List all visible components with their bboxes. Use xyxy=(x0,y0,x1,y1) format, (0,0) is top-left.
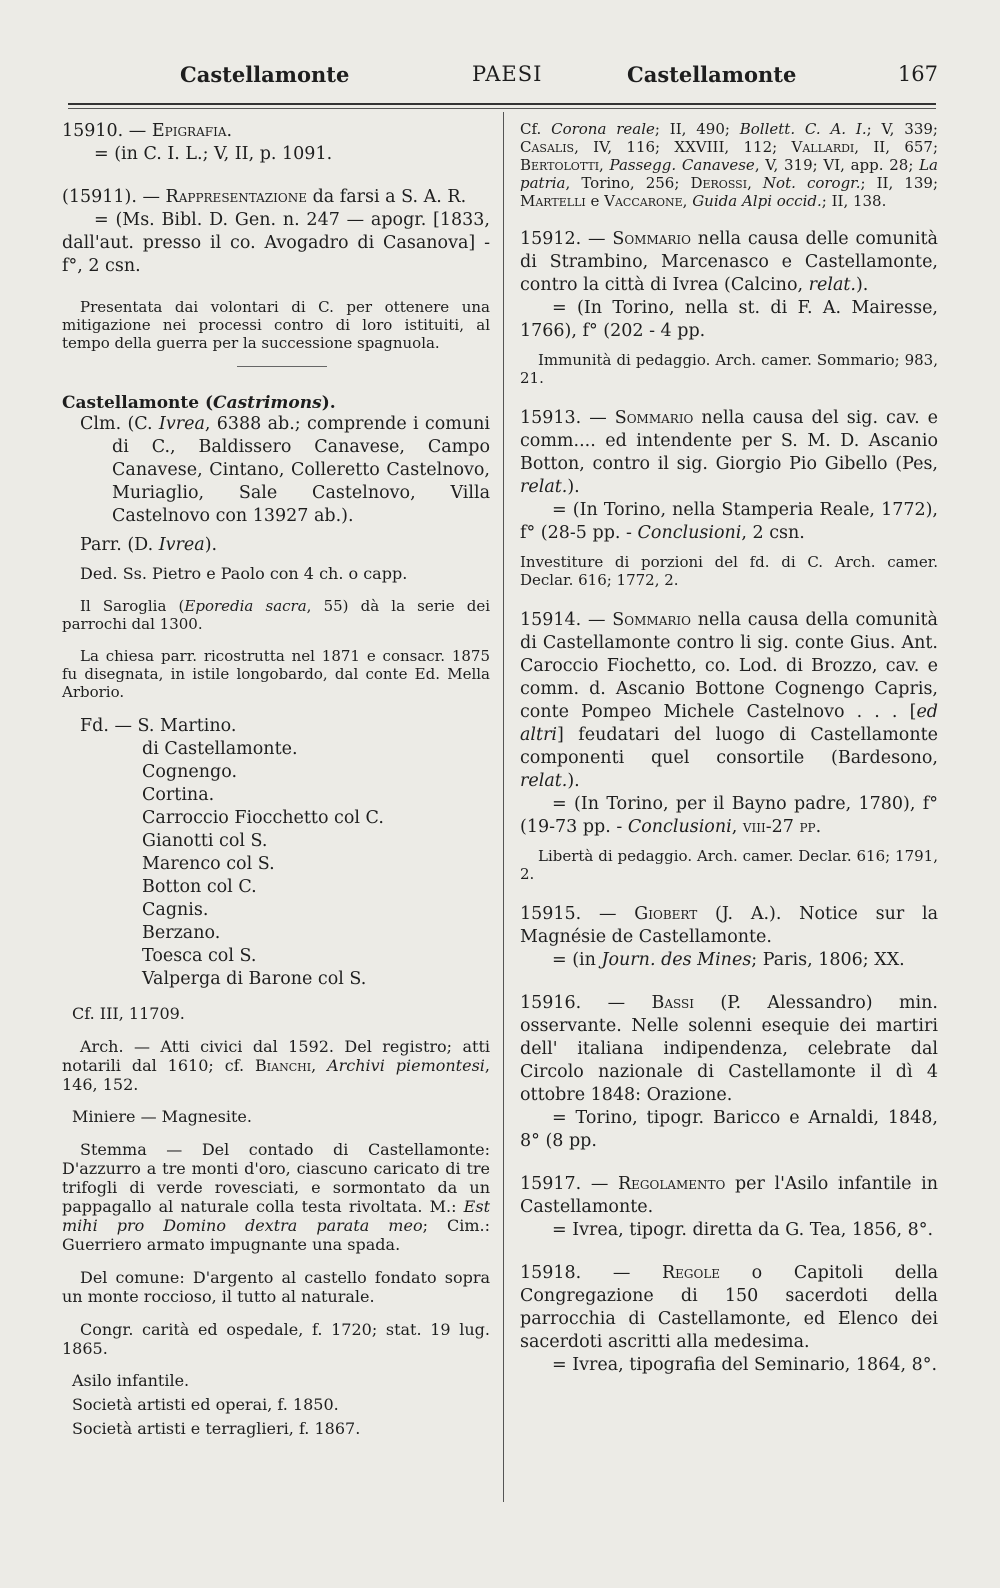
source-italic: Conclusioni xyxy=(627,817,732,837)
arch-a: Arch. — Atti civici dal 1592. Del registro; atti notarili dal 1610; cf. xyxy=(62,1037,490,1075)
cf-sc6: Vaccarone xyxy=(604,192,683,210)
entry-15913 xyxy=(520,407,938,545)
societa-2: Società artisti e terraglieri, f. 1867. xyxy=(72,1419,361,1438)
ded-line: Ded. Ss. Pietro e Paolo con 4 ch. o capp. xyxy=(80,564,408,583)
entry-title: Giobert xyxy=(634,904,698,924)
cf-g: , V, 319; VI, app. 28; xyxy=(754,156,920,174)
fd-item: Cagnis. xyxy=(142,900,209,920)
fd-first: Fd. — S. Martino. xyxy=(80,716,237,736)
cf-i6: Guida Alpi occid. xyxy=(692,192,822,210)
entry-dash: — xyxy=(581,1174,618,1194)
entry-number: 15912. xyxy=(520,229,582,249)
entry-text: nella causa della comunità di Castellamonte contro li sig. conte Gius. Ant. Caroccio Fiochetto, co. Lod. di Brozzo, cav. e comm. d. Ascanio Bottone Cognengo Capris, conte Pompeo Michele Castelnovo . . . [ xyxy=(520,610,938,722)
cf-j: , xyxy=(747,174,763,192)
entry-15914 xyxy=(520,609,938,839)
entry-dash: — xyxy=(136,187,166,207)
header-rule-thin xyxy=(68,108,936,109)
clm-rest: , 6388 ab.; comprende i comuni di C., Baldissero Canavese, Campo Canavese, Cintano, Colleretto Castelnovo, Muriaglio, Sale Castelnovo, Villa Castelnovo con 13927 ab.). xyxy=(112,414,490,526)
saroglia-note xyxy=(62,597,490,633)
entry-title: Sommario xyxy=(614,408,694,428)
town-latin-name: Castrimons xyxy=(213,393,322,413)
cf-line: Cf. III, 11709. xyxy=(72,1004,185,1023)
fd-item: di Castellamonte. xyxy=(142,739,298,759)
entry-text-end: ). xyxy=(567,771,580,791)
source-italic: Journ. des Mines xyxy=(601,950,752,970)
entry-number: (15911). xyxy=(62,187,137,207)
running-head-right: Castellamonte xyxy=(627,62,797,87)
entry-text-end: ). xyxy=(567,477,580,497)
fd-item: Berzano. xyxy=(142,923,221,943)
cf-sc3: Bertolotti xyxy=(520,156,600,174)
congr-note: Congr. carità ed ospedale, f. 1720; stat. 19 lug. 1865. xyxy=(62,1320,490,1358)
entry-15916 xyxy=(520,992,938,1153)
entry-15914-note: Libertà di pedaggio. Arch. camer. Declar. 616; 1791, 2. xyxy=(520,847,938,883)
entry-source: = Ivrea, tipografia del Seminario, 1864, 8°. xyxy=(552,1355,938,1375)
cf-i3: Passegg. Canavese xyxy=(609,156,755,174)
source-italic: Conclusioni xyxy=(637,523,742,543)
cf-b: ; II, 490; xyxy=(654,120,740,138)
cf-c: ; V, 339; xyxy=(866,120,938,138)
stemma-b: ; Cim.: Guerriero armato impugnante una spada. xyxy=(62,1216,490,1254)
parr-suffix: ). xyxy=(204,535,218,555)
entry-title: Regole xyxy=(661,1263,721,1283)
fd-item: Toesca col S. xyxy=(142,946,257,966)
entry-text-italic: relat. xyxy=(808,275,856,295)
entry-dash: — xyxy=(581,610,613,630)
source-a: = (In Torino, per il Bayno padre, 1780), f° (19-73 pp. - xyxy=(520,794,938,837)
entry-dash: — xyxy=(581,1263,662,1283)
miniere-line: Miniere — Magnesite. xyxy=(72,1107,252,1126)
running-head xyxy=(62,62,938,102)
entry-number: 15918. xyxy=(520,1263,582,1283)
entry-text: nella causa delle comunità di Strambino, Marcenasco e Castellamonte, contro la città di Ivrea (Calcino, xyxy=(520,229,938,295)
cf-sc4: Derossi xyxy=(690,174,748,192)
entry-text: nella causa del sig. cav. e comm.... ed intendente per S. M. D. Ascanio Botton, contro il sig. Giorgio Pio Gibello (Pes, xyxy=(520,408,938,474)
cf-d: , IV, 116; XXVIII, 112; xyxy=(574,138,792,156)
fd-item: Valperga di Barone col S. xyxy=(142,969,367,989)
cf-i2: Bollett. C. A. I. xyxy=(739,120,867,138)
entry-text-end: ). xyxy=(855,275,869,295)
entry-15910 xyxy=(62,120,490,166)
town-latin-open: ( xyxy=(199,393,214,413)
arch-note xyxy=(62,1037,490,1094)
saroglia-a: Il Saroglia ( xyxy=(80,597,185,615)
source-a: = (in xyxy=(552,950,602,970)
arch-b: , 146, 152. xyxy=(62,1056,491,1094)
clm-line xyxy=(80,413,490,528)
entry-text: (P. Alessandro) min. osservante. Nelle solenni esequie dei martiri dell' italiana indipendenza, celebrate dal Circolo nazionale di Castellamonte il dì 4 ottobre 1848: Orazione. xyxy=(520,993,938,1105)
clm-prefix: Clm. (C. xyxy=(80,414,159,434)
source-a: = (In Torino, nella Stamperia Reale, 1772), f° (28-5 pp. - xyxy=(520,500,938,543)
entry-number: 15914. xyxy=(520,610,582,630)
entry-title: Sommario xyxy=(612,229,692,249)
town-latin-close: ). xyxy=(321,393,336,413)
entry-source: = (in C. I. L.; V, II, p. 1091. xyxy=(94,144,333,164)
entry-source xyxy=(520,499,938,545)
cf-references xyxy=(520,120,938,210)
entry-15911 xyxy=(62,186,490,278)
entry-15911-note: Presentata dai volontari di C. per ottenere una mitigazione nei processi contro di loro istituiti, al tempo della guerra per la successione spagnuola. xyxy=(62,298,490,352)
left-column xyxy=(62,120,490,1444)
arch-author: Bianchi xyxy=(255,1056,312,1075)
entry-title: Bassi xyxy=(651,993,694,1013)
entry-text: (J. A.). Notice sur la Magnésie de Castellamonte. xyxy=(520,904,938,947)
running-head-center: PAESI xyxy=(472,62,543,86)
chiesa-note: La chiesa parr. ricostrutta nel 1871 e consacr. 1875 fu disegnata, in istile longobardo, dal conte Ed. Mella Arborio. xyxy=(62,647,490,701)
entry-source: = (Ms. Bibl. D. Gen. n. 247 — apogr. [1833, dall'aut. presso il co. Avogadro di Casanova] - f°, 2 csn. xyxy=(62,210,490,276)
entry-15913-note: Investiture di porzioni del fd. di C. Arch. camer. Declar. 616; 1772, 2. xyxy=(520,553,938,589)
cf-sc2: Vallardi xyxy=(791,138,855,156)
source-b: , viii-27 pp. xyxy=(731,817,822,837)
stemma-a: Stemma — Del contado di Castellamonte: D'azzurro a tre monti d'oro, ciascuno caricato di tre trifogli di verde rovesciati, e sormontato da un pappagallo al naturale colla testa rivoltata. M.: xyxy=(62,1140,490,1216)
section-rule xyxy=(237,366,327,367)
comune-note: Del comune: D'argento al castello fondato sopra un monte roccioso, il tutto al naturale. xyxy=(62,1268,490,1306)
source-b: ; Paris, 1806; XX. xyxy=(751,950,905,970)
entry-dash: — xyxy=(581,408,615,428)
cf-h: , Torino, 256; xyxy=(565,174,691,192)
page-number: 167 xyxy=(897,62,938,86)
entry-dash: — xyxy=(123,121,152,141)
town-heading xyxy=(62,393,490,413)
entry-number: 15917. xyxy=(520,1174,582,1194)
fd-item: Cognengo. xyxy=(142,762,238,782)
asilo-line: Asilo infantile. xyxy=(72,1371,190,1390)
parr-city: Ivrea xyxy=(158,535,205,555)
entry-text-italic: relat. xyxy=(520,477,568,497)
town-name: Castellamonte xyxy=(62,393,200,413)
town-section xyxy=(62,393,490,701)
fd-item: Marenco col S. xyxy=(142,854,275,874)
cf-sc1: Casalis xyxy=(520,138,575,156)
cf-m: , xyxy=(682,192,693,210)
entry-title: Epigrafia. xyxy=(151,121,233,141)
cf-f: , xyxy=(599,156,610,174)
entry-title-rest: da farsi a S. A. R. xyxy=(307,187,467,207)
clm-city: Ivrea xyxy=(158,414,205,434)
entry-dash: — xyxy=(581,993,652,1013)
saroglia-title: Eporedia sacra xyxy=(184,597,307,615)
entry-source: = Torino, tipogr. Baricco e Arnaldi, 1848, 8° (8 pp. xyxy=(520,1108,938,1151)
societa-1: Società artisti ed operai, f. 1850. xyxy=(72,1395,339,1414)
entry-text-2: ] feudatari del luogo di Castellamonte componenti quel consortile (Bardesono, xyxy=(520,725,938,768)
entry-15918 xyxy=(520,1262,938,1377)
entry-text-italic: ed altri xyxy=(520,702,938,745)
entry-title: Regolamento xyxy=(617,1174,726,1194)
stemma-note xyxy=(62,1140,490,1254)
parr-prefix: Parr. (D. xyxy=(80,535,159,555)
cf-e: , II, 657; xyxy=(854,138,938,156)
entry-dash: — xyxy=(581,229,613,249)
entry-number: 15910. xyxy=(62,121,124,141)
entry-15917 xyxy=(520,1173,938,1242)
cf-i1: Corona reale xyxy=(551,120,655,138)
entry-dash: — xyxy=(581,904,635,924)
arch-comma: , xyxy=(311,1056,328,1075)
header-rule xyxy=(68,103,936,105)
cf-l: e xyxy=(585,192,605,210)
parr-line xyxy=(80,534,490,557)
entry-title: Sommario xyxy=(612,610,691,630)
entry-text: o Capitoli della Congregazione di 150 sacerdoti della parrocchia di Castellamonte, ed Elenco dei sacerdoti ascritti alla medesima. xyxy=(520,1263,938,1352)
entry-15912 xyxy=(520,228,938,343)
entry-15912-note: Immunità di pedaggio. Arch. camer. Sommario; 983, 21. xyxy=(520,351,938,387)
saroglia-b: , 55) dà la serie dei parrochi dal 1300. xyxy=(62,597,491,633)
cf-i4: La patria xyxy=(520,156,938,192)
entry-source: = Ivrea, tipogr. diretta da G. Tea, 1856, 8°. xyxy=(552,1220,934,1240)
entry-title: Rappresentazione xyxy=(165,187,307,207)
column-divider xyxy=(503,112,504,1502)
cf-sc5: Martelli xyxy=(520,192,586,210)
entry-number: 15913. xyxy=(520,408,582,428)
fd-item: Gianotti col S. xyxy=(142,831,268,851)
entry-source: = (In Torino, nella st. di F. A. Mairesse, 1766), f° (202 - 4 pp. xyxy=(520,298,938,341)
arch-title: Archivi piemontesi xyxy=(327,1056,485,1075)
cf-i5: Not. corogr. xyxy=(762,174,861,192)
entry-source xyxy=(520,793,938,839)
fd-list xyxy=(62,715,490,991)
source-b: , 2 csn. xyxy=(741,523,805,543)
cf-n: ; II, 138. xyxy=(821,192,887,210)
fd-item: Cortina. xyxy=(142,785,215,805)
fd-item: Botton col C. xyxy=(142,877,257,897)
cf-k: ; II, 139; xyxy=(860,174,938,192)
entry-text-italic-2: relat. xyxy=(520,771,568,791)
entry-number: 15916. xyxy=(520,993,582,1013)
entry-number: 15915. xyxy=(520,904,582,924)
cf-a: Cf. xyxy=(520,120,552,138)
entry-source xyxy=(520,949,938,972)
entry-text: per l'Asilo infantile in Castellamonte. xyxy=(520,1174,938,1217)
stemma-motto: Est mihi pro Domino dextra parata meo xyxy=(62,1197,490,1235)
entry-15915 xyxy=(520,903,938,972)
running-head-left: Castellamonte xyxy=(180,62,350,87)
right-column xyxy=(520,120,938,1397)
fd-item: Carroccio Fiocchetto col C. xyxy=(142,808,384,828)
